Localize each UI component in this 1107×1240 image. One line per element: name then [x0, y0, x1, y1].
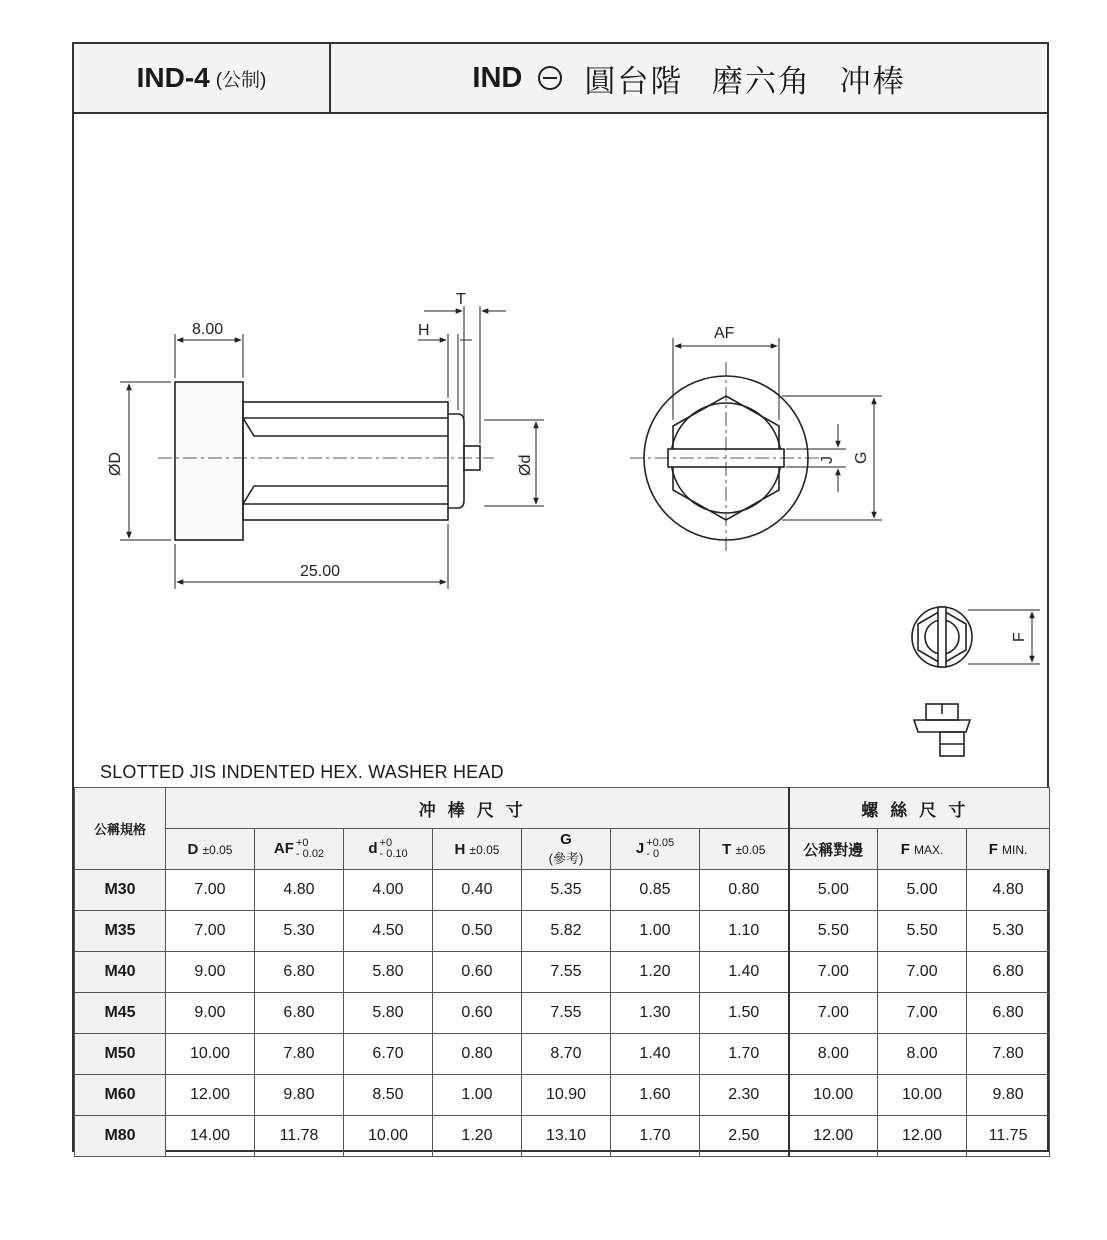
- col-h-label: H: [454, 840, 466, 858]
- table-row: [75, 993, 1050, 1034]
- dim-total-length: 25.00: [300, 563, 341, 580]
- cell-af: 9.80: [255, 1075, 344, 1116]
- cell-af: 7.80: [255, 1034, 344, 1075]
- col-g-note: (參考): [548, 851, 584, 866]
- cell-fmin: 4.80: [967, 870, 1050, 911]
- spec-table-body: [75, 870, 1050, 1157]
- dim-label-h: H: [418, 322, 430, 339]
- col-fmin-sub: MIN.: [1002, 842, 1028, 857]
- cell-small-d: 6.70: [344, 1034, 433, 1075]
- cell-g: 10.90: [522, 1075, 611, 1116]
- cell-h: 0.80: [433, 1034, 522, 1075]
- cell-t: 0.80: [700, 870, 789, 911]
- cell-g: 7.55: [522, 993, 611, 1034]
- front-view: [630, 362, 822, 554]
- dim-label-d-tip: Ød: [517, 454, 534, 476]
- thread-side-view: [914, 704, 970, 756]
- col-fmin-header: [967, 829, 1050, 870]
- cell-small-d: 5.80: [344, 952, 433, 993]
- cell-t: 1.50: [700, 993, 789, 1034]
- product-code-unit: (公制): [215, 69, 267, 91]
- cell-spec: M30: [75, 870, 166, 911]
- dim-head-length: 8.00: [192, 321, 224, 338]
- cell-d: 10.00: [166, 1034, 255, 1075]
- col-d-header: [166, 829, 255, 870]
- spec-table: [74, 787, 1050, 1157]
- cell-d: 12.00: [166, 1075, 255, 1116]
- cell-j: 1.20: [611, 952, 700, 993]
- col-fmax-sub: MAX.: [914, 842, 944, 857]
- dim-label-f: F: [1011, 632, 1028, 642]
- cell-spec: M50: [75, 1034, 166, 1075]
- cell-af: 4.80: [255, 870, 344, 911]
- cell-spec: M40: [75, 952, 166, 993]
- col-t-header: [700, 829, 789, 870]
- cell-af: 5.30: [255, 911, 344, 952]
- cell-fmin: 9.80: [967, 1075, 1050, 1116]
- title-code: IND: [472, 61, 523, 94]
- col-d-label: D: [187, 840, 199, 858]
- cell-fmax: 8.00: [878, 1034, 967, 1075]
- cell-d: 7.00: [166, 870, 255, 911]
- col-d-tolerance: ±0.05: [202, 842, 233, 857]
- cell-h: 0.50: [433, 911, 522, 952]
- cell-nominal: 7.00: [789, 952, 878, 993]
- cell-t: 1.10: [700, 911, 789, 952]
- dim-label-af: AF: [714, 325, 735, 342]
- table-group-header-row: [75, 788, 1050, 829]
- cell-h: 0.60: [433, 993, 522, 1034]
- table-row: [75, 1116, 1050, 1157]
- cell-g: 8.70: [522, 1034, 611, 1075]
- cell-small-d: 4.00: [344, 870, 433, 911]
- cell-t: 1.70: [700, 1034, 789, 1075]
- cell-j: 1.60: [611, 1075, 700, 1116]
- punch-dimensions-header: 冲棒尺寸: [166, 788, 789, 829]
- cell-af: 11.78: [255, 1116, 344, 1157]
- col-af-tol-up: +0: [295, 837, 309, 849]
- cell-nominal: 8.00: [789, 1034, 878, 1075]
- cell-fmax: 5.50: [878, 911, 967, 952]
- cell-fmax: 10.00: [878, 1075, 967, 1116]
- cell-d: 14.00: [166, 1116, 255, 1157]
- product-code: IND-4: [136, 62, 210, 93]
- dim-label-g: G: [853, 451, 870, 464]
- cell-t: 1.40: [700, 952, 789, 993]
- cell-j: 0.85: [611, 870, 700, 911]
- dim-label-d-head: ØD: [107, 452, 124, 476]
- table-row: [75, 1075, 1050, 1116]
- cell-small-d: 5.80: [344, 993, 433, 1034]
- drawing-caption: SLOTTED JIS INDENTED HEX. WASHER HEAD: [100, 762, 504, 782]
- table-row: [75, 911, 1050, 952]
- col-af-tol-down: - 0.02: [295, 848, 325, 860]
- cell-spec: M80: [75, 1116, 166, 1157]
- cell-t: 2.30: [700, 1075, 789, 1116]
- col-nominal-header: 公稱對邊: [789, 829, 878, 870]
- cell-fmin: 5.30: [967, 911, 1050, 952]
- col-g-header: [522, 829, 611, 870]
- spec-column-header: 公稱規格: [75, 788, 166, 870]
- cell-spec: M60: [75, 1075, 166, 1116]
- cell-nominal: 5.50: [789, 911, 878, 952]
- thread-dimensions-header: 螺絲尺寸: [789, 788, 1050, 829]
- cell-g: 5.82: [522, 911, 611, 952]
- cell-nominal: 10.00: [789, 1075, 878, 1116]
- cell-spec: M45: [75, 993, 166, 1034]
- col-t-label: T: [722, 840, 732, 858]
- col-small-d-tol-up: +0: [379, 837, 393, 849]
- cell-h: 0.40: [433, 870, 522, 911]
- dim-label-j: J: [819, 456, 836, 464]
- col-fmin-label: F: [988, 840, 998, 858]
- cell-nominal: 12.00: [789, 1116, 878, 1157]
- cell-fmax: 7.00: [878, 952, 967, 993]
- col-h-tolerance: ±0.05: [469, 842, 500, 857]
- cell-d: 9.00: [166, 952, 255, 993]
- cell-nominal: 5.00: [789, 870, 878, 911]
- cell-fmin: 7.80: [967, 1034, 1050, 1075]
- col-t-tolerance: ±0.05: [735, 842, 766, 857]
- table-row: [75, 952, 1050, 993]
- cell-fmin: 6.80: [967, 952, 1050, 993]
- col-j-header: [611, 829, 700, 870]
- table-row: [75, 1034, 1050, 1075]
- cell-j: 1.30: [611, 993, 700, 1034]
- col-j-tol-up: +0.05: [646, 837, 675, 849]
- col-j-label: J: [635, 839, 645, 857]
- cell-g: 5.35: [522, 870, 611, 911]
- table-row: [75, 870, 1050, 911]
- table-column-header-row: [75, 829, 1050, 870]
- cell-fmax: 5.00: [878, 870, 967, 911]
- cell-d: 7.00: [166, 911, 255, 952]
- col-af-header: [255, 829, 344, 870]
- cell-t: 2.50: [700, 1116, 789, 1157]
- cell-af: 6.80: [255, 952, 344, 993]
- cell-spec: M35: [75, 911, 166, 952]
- col-af-label: AF: [273, 839, 294, 857]
- cell-g: 7.55: [522, 952, 611, 993]
- cell-j: 1.40: [611, 1034, 700, 1075]
- cell-h: 1.00: [433, 1075, 522, 1116]
- cell-g: 13.10: [522, 1116, 611, 1157]
- col-small-d-header: [344, 829, 433, 870]
- side-view: [175, 382, 480, 540]
- col-g-label: G: [560, 831, 572, 848]
- cell-d: 9.00: [166, 993, 255, 1034]
- cell-j: 1.70: [611, 1116, 700, 1157]
- col-small-d-tol-down: - 0.10: [379, 848, 408, 860]
- col-fmax-label: F: [900, 840, 910, 858]
- cell-small-d: 10.00: [344, 1116, 433, 1157]
- cell-af: 6.80: [255, 993, 344, 1034]
- cell-small-d: 8.50: [344, 1075, 433, 1116]
- cell-small-d: 4.50: [344, 911, 433, 952]
- spec-sheet: [72, 42, 1049, 1152]
- cell-h: 1.20: [433, 1116, 522, 1157]
- cell-nominal: 7.00: [789, 993, 878, 1034]
- cell-fmin: 11.75: [967, 1116, 1050, 1157]
- dim-label-t: T: [456, 291, 466, 308]
- cell-fmax: 7.00: [878, 993, 967, 1034]
- cell-h: 0.60: [433, 952, 522, 993]
- col-j-tol-down: - 0: [646, 848, 660, 860]
- cell-fmin: 6.80: [967, 993, 1050, 1034]
- technical-drawing: [74, 44, 1049, 789]
- cell-fmax: 12.00: [878, 1116, 967, 1157]
- col-fmax-header: [878, 829, 967, 870]
- cell-j: 1.00: [611, 911, 700, 952]
- col-small-d-label: d: [368, 839, 378, 857]
- col-h-header: [433, 829, 522, 870]
- product-title: 圓台階 磨六角 冲棒: [584, 63, 906, 99]
- thread-top-view: [912, 607, 972, 667]
